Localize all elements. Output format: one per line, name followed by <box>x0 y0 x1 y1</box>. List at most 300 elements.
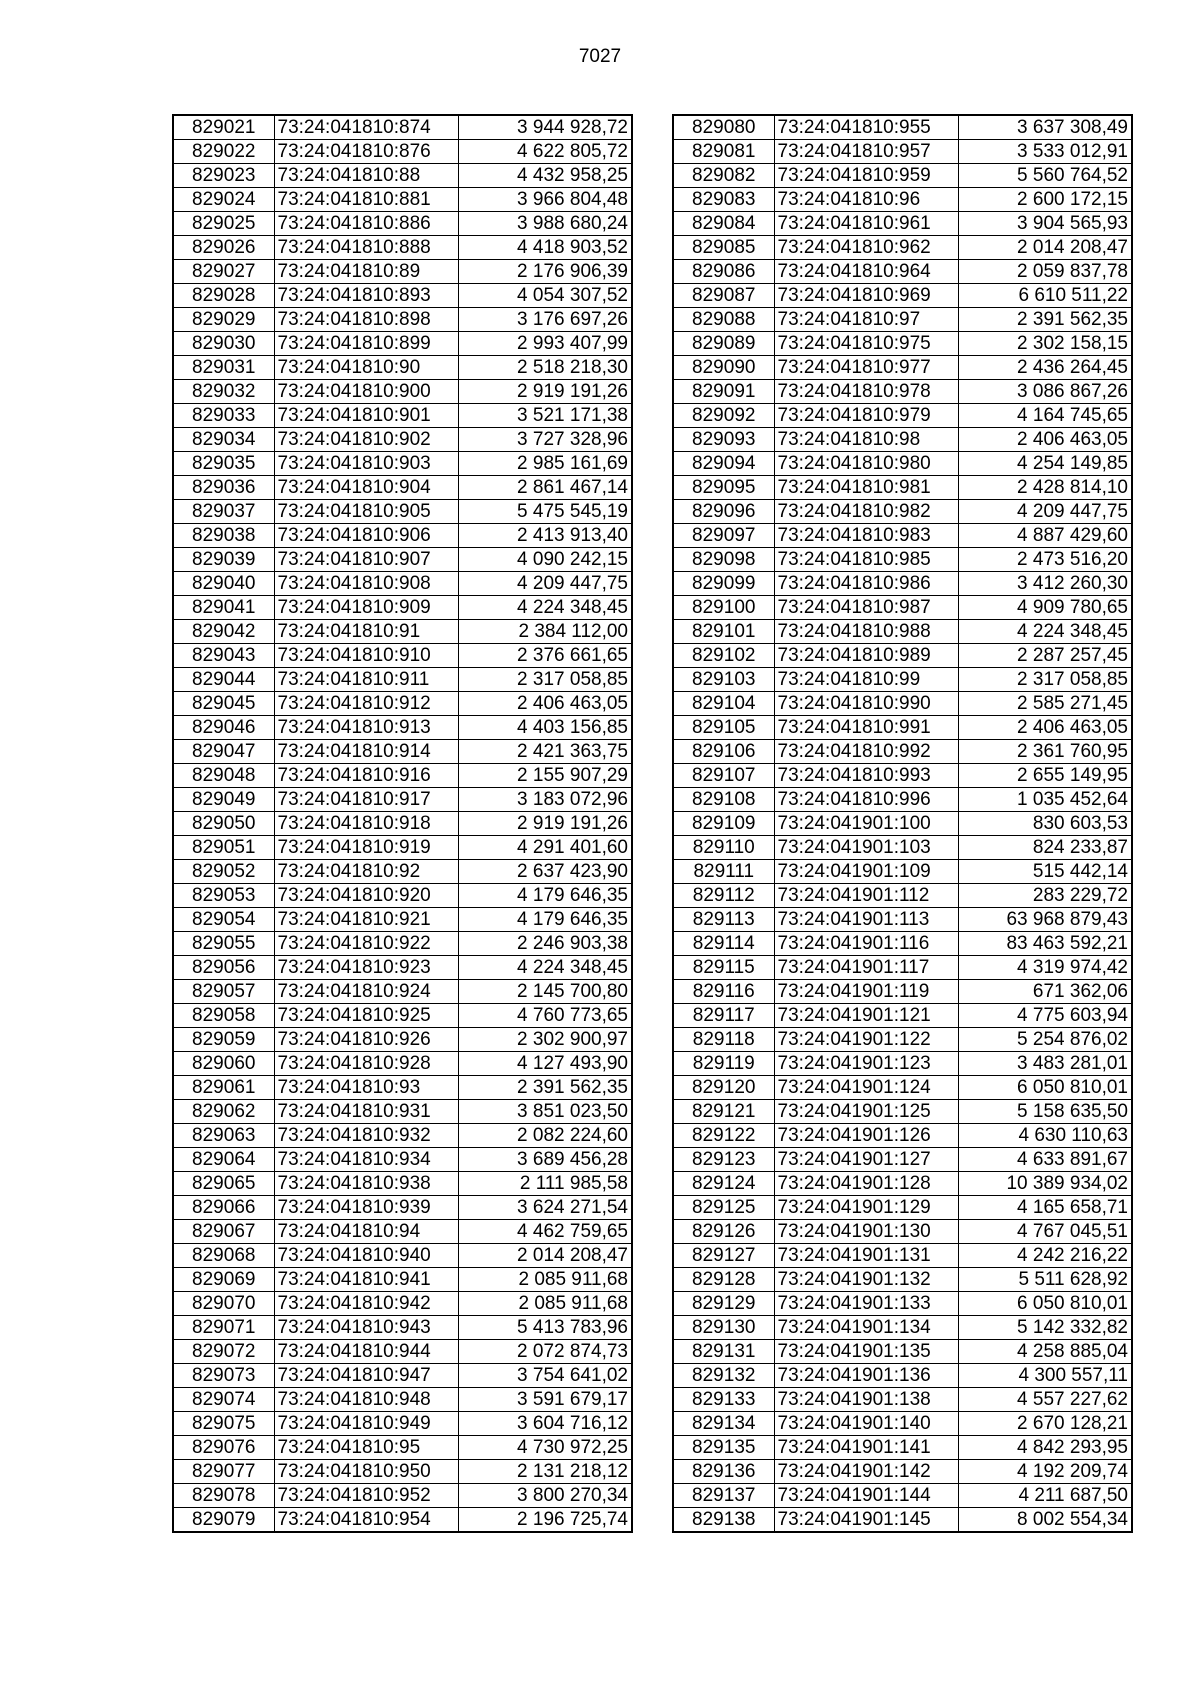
cadastral-number-cell: 73:24:041810:959 <box>774 164 958 188</box>
row-number-cell: 829110 <box>673 836 774 860</box>
row-number-cell: 829104 <box>673 692 774 716</box>
row-number-cell: 829101 <box>673 620 774 644</box>
value-cell: 4 767 045,51 <box>958 1220 1132 1244</box>
cadastral-number-cell: 73:24:041810:943 <box>274 1316 458 1340</box>
table-row <box>173 908 632 932</box>
table-row <box>173 1316 632 1340</box>
value-cell: 2 406 463,05 <box>458 692 632 716</box>
cadastral-number-cell: 73:24:041810:938 <box>274 1172 458 1196</box>
cadastral-number-cell: 73:24:041810:911 <box>274 668 458 692</box>
row-number-cell: 829048 <box>173 764 274 788</box>
table-row <box>173 1124 632 1148</box>
cadastral-number-cell: 73:24:041810:920 <box>274 884 458 908</box>
table-row <box>673 452 1132 476</box>
row-number-cell: 829130 <box>673 1316 774 1340</box>
table-row <box>673 115 1132 140</box>
value-cell: 2 637 423,90 <box>458 860 632 884</box>
table-row <box>673 236 1132 260</box>
cadastral-number-cell: 73:24:041810:979 <box>774 404 958 428</box>
row-number-cell: 829044 <box>173 668 274 692</box>
value-cell: 5 511 628,92 <box>958 1268 1132 1292</box>
cadastral-number-cell: 73:24:041810:983 <box>774 524 958 548</box>
row-number-cell: 829108 <box>673 788 774 812</box>
cadastral-number-cell: 73:24:041810:955 <box>774 115 958 140</box>
value-cell: 6 050 810,01 <box>958 1292 1132 1316</box>
table-row <box>173 1028 632 1052</box>
table-row <box>673 740 1132 764</box>
value-cell: 3 689 456,28 <box>458 1148 632 1172</box>
row-number-cell: 829066 <box>173 1196 274 1220</box>
row-number-cell: 829037 <box>173 500 274 524</box>
value-cell: 3 483 281,01 <box>958 1052 1132 1076</box>
cadastral-number-cell: 73:24:041810:901 <box>274 404 458 428</box>
row-number-cell: 829126 <box>673 1220 774 1244</box>
table-row <box>673 1364 1132 1388</box>
table-row <box>173 1484 632 1508</box>
value-cell: 2 082 224,60 <box>458 1124 632 1148</box>
value-cell: 2 131 218,12 <box>458 1460 632 1484</box>
row-number-cell: 829115 <box>673 956 774 980</box>
table-row <box>673 764 1132 788</box>
value-cell: 2 176 906,39 <box>458 260 632 284</box>
value-cell: 4 242 216,22 <box>958 1244 1132 1268</box>
value-cell: 2 014 208,47 <box>458 1244 632 1268</box>
value-cell: 515 442,14 <box>958 860 1132 884</box>
table-row <box>173 428 632 452</box>
row-number-cell: 829053 <box>173 884 274 908</box>
cadastral-number-cell: 73:24:041810:906 <box>274 524 458 548</box>
row-number-cell: 829125 <box>673 1196 774 1220</box>
cadastral-number-cell: 73:24:041901:127 <box>774 1148 958 1172</box>
value-cell: 2 085 911,68 <box>458 1268 632 1292</box>
row-number-cell: 829045 <box>173 692 274 716</box>
table-row <box>673 284 1132 308</box>
table-row <box>673 1172 1132 1196</box>
row-number-cell: 829064 <box>173 1148 274 1172</box>
cadastral-number-cell: 73:24:041810:95 <box>274 1436 458 1460</box>
row-number-cell: 829136 <box>673 1460 774 1484</box>
cadastral-number-cell: 73:24:041810:923 <box>274 956 458 980</box>
value-cell: 2 317 058,85 <box>458 668 632 692</box>
table-row <box>173 956 632 980</box>
cadastral-number-cell: 73:24:041810:978 <box>774 380 958 404</box>
value-cell: 4 224 348,45 <box>458 956 632 980</box>
table-row <box>173 1196 632 1220</box>
table-row <box>673 1508 1132 1533</box>
cadastral-number-cell: 73:24:041810:961 <box>774 212 958 236</box>
table-row <box>173 188 632 212</box>
value-cell: 4 887 429,60 <box>958 524 1132 548</box>
cadastral-number-cell: 73:24:041810:93 <box>274 1076 458 1100</box>
table-row <box>173 332 632 356</box>
table-row <box>173 596 632 620</box>
row-number-cell: 829075 <box>173 1412 274 1436</box>
row-number-cell: 829094 <box>673 452 774 476</box>
row-number-cell: 829022 <box>173 140 274 164</box>
row-number-cell: 829128 <box>673 1268 774 1292</box>
cadastral-number-cell: 73:24:041901:117 <box>774 956 958 980</box>
value-cell: 4 403 156,85 <box>458 716 632 740</box>
table-row <box>673 524 1132 548</box>
cadastral-number-cell: 73:24:041810:985 <box>774 548 958 572</box>
table-row <box>673 356 1132 380</box>
row-number-cell: 829077 <box>173 1460 274 1484</box>
cadastral-number-cell: 73:24:041901:135 <box>774 1340 958 1364</box>
cadastral-number-cell: 73:24:041810:957 <box>774 140 958 164</box>
value-cell: 3 754 641,02 <box>458 1364 632 1388</box>
row-number-cell: 829103 <box>673 668 774 692</box>
value-cell: 4 209 447,75 <box>958 500 1132 524</box>
value-cell: 2 145 700,80 <box>458 980 632 1004</box>
value-cell: 4 179 646,35 <box>458 884 632 908</box>
value-cell: 3 637 308,49 <box>958 115 1132 140</box>
value-cell: 2 861 467,14 <box>458 476 632 500</box>
cadastral-number-cell: 73:24:041810:980 <box>774 452 958 476</box>
cadastral-number-cell: 73:24:041810:916 <box>274 764 458 788</box>
cadastral-number-cell: 73:24:041810:939 <box>274 1196 458 1220</box>
value-cell: 4 842 293,95 <box>958 1436 1132 1460</box>
cadastral-number-cell: 73:24:041810:990 <box>774 692 958 716</box>
table-row <box>173 404 632 428</box>
value-cell: 2 246 903,38 <box>458 932 632 956</box>
value-cell: 2 473 516,20 <box>958 548 1132 572</box>
row-number-cell: 829116 <box>673 980 774 1004</box>
table-row <box>673 956 1132 980</box>
row-number-cell: 829080 <box>673 115 774 140</box>
cadastral-number-cell: 73:24:041810:881 <box>274 188 458 212</box>
cadastral-number-cell: 73:24:041901:122 <box>774 1028 958 1052</box>
table-row <box>673 1076 1132 1100</box>
table-row <box>673 260 1132 284</box>
table-row <box>173 236 632 260</box>
value-cell: 4 179 646,35 <box>458 908 632 932</box>
row-number-cell: 829095 <box>673 476 774 500</box>
table-row <box>673 476 1132 500</box>
value-cell: 2 376 661,65 <box>458 644 632 668</box>
table-row <box>673 1124 1132 1148</box>
row-number-cell: 829027 <box>173 260 274 284</box>
row-number-cell: 829087 <box>673 284 774 308</box>
row-number-cell: 829079 <box>173 1508 274 1533</box>
value-cell: 2 317 058,85 <box>958 668 1132 692</box>
cadastral-number-cell: 73:24:041901:145 <box>774 1508 958 1533</box>
table-row <box>173 1388 632 1412</box>
value-cell: 2 655 149,95 <box>958 764 1132 788</box>
row-number-cell: 829076 <box>173 1436 274 1460</box>
cadastral-number-cell: 73:24:041810:992 <box>774 740 958 764</box>
table-row <box>173 980 632 1004</box>
table-row <box>173 164 632 188</box>
row-number-cell: 829097 <box>673 524 774 548</box>
value-cell: 4 622 805,72 <box>458 140 632 164</box>
row-number-cell: 829049 <box>173 788 274 812</box>
cadastral-number-cell: 73:24:041810:912 <box>274 692 458 716</box>
table-row <box>673 1388 1132 1412</box>
value-cell: 2 059 837,78 <box>958 260 1132 284</box>
row-number-cell: 829046 <box>173 716 274 740</box>
row-number-cell: 829059 <box>173 1028 274 1052</box>
cadastral-number-cell: 73:24:041810:913 <box>274 716 458 740</box>
value-cell: 4 164 745,65 <box>958 404 1132 428</box>
table-row <box>173 1052 632 1076</box>
row-number-cell: 829065 <box>173 1172 274 1196</box>
value-cell: 2 384 112,00 <box>458 620 632 644</box>
table-row <box>173 1436 632 1460</box>
value-cell: 2 919 191,26 <box>458 812 632 836</box>
value-cell: 3 183 072,96 <box>458 788 632 812</box>
row-number-cell: 829042 <box>173 620 274 644</box>
table-row <box>673 884 1132 908</box>
value-cell: 4 760 773,65 <box>458 1004 632 1028</box>
cadastral-number-cell: 73:24:041810:926 <box>274 1028 458 1052</box>
cadastral-number-cell: 73:24:041810:940 <box>274 1244 458 1268</box>
row-number-cell: 829057 <box>173 980 274 1004</box>
value-cell: 2 111 985,58 <box>458 1172 632 1196</box>
value-cell: 3 624 271,54 <box>458 1196 632 1220</box>
row-number-cell: 829121 <box>673 1100 774 1124</box>
value-cell: 4 165 658,71 <box>958 1196 1132 1220</box>
row-number-cell: 829069 <box>173 1268 274 1292</box>
value-cell: 6 050 810,01 <box>958 1076 1132 1100</box>
cadastral-number-cell: 73:24:041810:981 <box>774 476 958 500</box>
table-row <box>673 140 1132 164</box>
value-cell: 2 518 218,30 <box>458 356 632 380</box>
table-row <box>673 1316 1132 1340</box>
table-row <box>173 1508 632 1533</box>
table-row <box>173 115 632 140</box>
table-row <box>673 1244 1132 1268</box>
cadastral-number-cell: 73:24:041901:138 <box>774 1388 958 1412</box>
row-number-cell: 829033 <box>173 404 274 428</box>
row-number-cell: 829127 <box>673 1244 774 1268</box>
row-number-cell: 829083 <box>673 188 774 212</box>
value-cell: 4 775 603,94 <box>958 1004 1132 1028</box>
row-number-cell: 829134 <box>673 1412 774 1436</box>
row-number-cell: 829032 <box>173 380 274 404</box>
cadastral-number-cell: 73:24:041810:900 <box>274 380 458 404</box>
cadastral-number-cell: 73:24:041810:944 <box>274 1340 458 1364</box>
row-number-cell: 829098 <box>673 548 774 572</box>
value-cell: 2 919 191,26 <box>458 380 632 404</box>
row-number-cell: 829036 <box>173 476 274 500</box>
table-row <box>173 740 632 764</box>
row-number-cell: 829078 <box>173 1484 274 1508</box>
table-row <box>173 884 632 908</box>
table-row <box>673 428 1132 452</box>
cadastral-number-cell: 73:24:041810:977 <box>774 356 958 380</box>
value-cell: 4 909 780,65 <box>958 596 1132 620</box>
value-cell: 3 533 012,91 <box>958 140 1132 164</box>
cadastral-number-cell: 73:24:041810:902 <box>274 428 458 452</box>
cadastral-number-cell: 73:24:041810:947 <box>274 1364 458 1388</box>
cadastral-number-cell: 73:24:041901:144 <box>774 1484 958 1508</box>
table-row <box>673 308 1132 332</box>
value-cell: 2 072 874,73 <box>458 1340 632 1364</box>
cadastral-number-cell: 73:24:041810:905 <box>274 500 458 524</box>
cadastral-number-cell: 73:24:041810:988 <box>774 620 958 644</box>
cadastral-number-cell: 73:24:041810:975 <box>774 332 958 356</box>
table-row <box>173 764 632 788</box>
value-cell: 3 904 565,93 <box>958 212 1132 236</box>
value-cell: 4 630 110,63 <box>958 1124 1132 1148</box>
row-number-cell: 829106 <box>673 740 774 764</box>
row-number-cell: 829052 <box>173 860 274 884</box>
cadastral-number-cell: 73:24:041810:921 <box>274 908 458 932</box>
cadastral-number-cell: 73:24:041901:109 <box>774 860 958 884</box>
row-number-cell: 829082 <box>673 164 774 188</box>
value-cell: 3 412 260,30 <box>958 572 1132 596</box>
row-number-cell: 829114 <box>673 932 774 956</box>
table-row <box>673 980 1132 1004</box>
table-row <box>673 1460 1132 1484</box>
table-row <box>673 1436 1132 1460</box>
value-cell: 2 196 725,74 <box>458 1508 632 1533</box>
value-cell: 2 302 158,15 <box>958 332 1132 356</box>
row-number-cell: 829133 <box>673 1388 774 1412</box>
value-cell: 4 319 974,42 <box>958 956 1132 980</box>
cadastral-number-cell: 73:24:041810:893 <box>274 284 458 308</box>
row-number-cell: 829129 <box>673 1292 774 1316</box>
table-row <box>173 1076 632 1100</box>
table-row <box>173 548 632 572</box>
register-table-right <box>672 114 1133 1533</box>
value-cell: 4 291 401,60 <box>458 836 632 860</box>
table-row <box>673 716 1132 740</box>
table-row <box>673 572 1132 596</box>
table-row <box>673 1340 1132 1364</box>
value-cell: 5 413 783,96 <box>458 1316 632 1340</box>
cadastral-number-cell: 73:24:041901:136 <box>774 1364 958 1388</box>
cadastral-number-cell: 73:24:041810:987 <box>774 596 958 620</box>
table-row <box>673 1196 1132 1220</box>
row-number-cell: 829107 <box>673 764 774 788</box>
value-cell: 3 727 328,96 <box>458 428 632 452</box>
table-row <box>173 1364 632 1388</box>
value-cell: 671 362,06 <box>958 980 1132 1004</box>
table-row <box>673 860 1132 884</box>
table-row <box>173 1268 632 1292</box>
row-number-cell: 829025 <box>173 212 274 236</box>
value-cell: 4 127 493,90 <box>458 1052 632 1076</box>
cadastral-number-cell: 73:24:041810:928 <box>274 1052 458 1076</box>
value-cell: 2 361 760,95 <box>958 740 1132 764</box>
table-row <box>673 596 1132 620</box>
row-number-cell: 829132 <box>673 1364 774 1388</box>
cadastral-number-cell: 73:24:041810:91 <box>274 620 458 644</box>
row-number-cell: 829023 <box>173 164 274 188</box>
cadastral-number-cell: 73:24:041810:898 <box>274 308 458 332</box>
cadastral-number-cell: 73:24:041810:991 <box>774 716 958 740</box>
row-number-cell: 829061 <box>173 1076 274 1100</box>
table-row <box>173 356 632 380</box>
value-cell: 3 966 804,48 <box>458 188 632 212</box>
table-row <box>173 500 632 524</box>
value-cell: 5 254 876,02 <box>958 1028 1132 1052</box>
row-number-cell: 829122 <box>673 1124 774 1148</box>
row-number-cell: 829089 <box>673 332 774 356</box>
value-cell: 4 192 209,74 <box>958 1460 1132 1484</box>
row-number-cell: 829035 <box>173 452 274 476</box>
table-row <box>173 476 632 500</box>
row-number-cell: 829073 <box>173 1364 274 1388</box>
row-number-cell: 829074 <box>173 1388 274 1412</box>
row-number-cell: 829056 <box>173 956 274 980</box>
cadastral-number-cell: 73:24:041810:996 <box>774 788 958 812</box>
value-cell: 3 086 867,26 <box>958 380 1132 404</box>
table-row <box>173 788 632 812</box>
value-cell: 3 591 679,17 <box>458 1388 632 1412</box>
row-number-cell: 829117 <box>673 1004 774 1028</box>
table-row <box>173 860 632 884</box>
value-cell: 3 604 716,12 <box>458 1412 632 1436</box>
value-cell: 63 968 879,43 <box>958 908 1132 932</box>
cadastral-number-cell: 73:24:041810:950 <box>274 1460 458 1484</box>
cadastral-number-cell: 73:24:041810:993 <box>774 764 958 788</box>
row-number-cell: 829054 <box>173 908 274 932</box>
value-cell: 8 002 554,34 <box>958 1508 1132 1533</box>
value-cell: 83 463 592,21 <box>958 932 1132 956</box>
table-row <box>673 188 1132 212</box>
value-cell: 3 176 697,26 <box>458 308 632 332</box>
row-number-cell: 829124 <box>673 1172 774 1196</box>
cadastral-number-cell: 73:24:041810:888 <box>274 236 458 260</box>
cadastral-number-cell: 73:24:041810:96 <box>774 188 958 212</box>
value-cell: 2 585 271,45 <box>958 692 1132 716</box>
row-number-cell: 829096 <box>673 500 774 524</box>
cadastral-number-cell: 73:24:041901:121 <box>774 1004 958 1028</box>
value-cell: 4 224 348,45 <box>458 596 632 620</box>
table-row <box>173 524 632 548</box>
row-number-cell: 829091 <box>673 380 774 404</box>
table-row <box>173 260 632 284</box>
value-cell: 5 158 635,50 <box>958 1100 1132 1124</box>
row-number-cell: 829051 <box>173 836 274 860</box>
cadastral-number-cell: 73:24:041810:986 <box>774 572 958 596</box>
table-row <box>173 620 632 644</box>
cadastral-number-cell: 73:24:041901:126 <box>774 1124 958 1148</box>
table-row <box>673 1292 1132 1316</box>
cadastral-number-cell: 73:24:041810:969 <box>774 284 958 308</box>
row-number-cell: 829081 <box>673 140 774 164</box>
cadastral-number-cell: 73:24:041901:132 <box>774 1268 958 1292</box>
row-number-cell: 829063 <box>173 1124 274 1148</box>
table-row <box>173 1292 632 1316</box>
value-cell: 4 432 958,25 <box>458 164 632 188</box>
cadastral-number-cell: 73:24:041901:133 <box>774 1292 958 1316</box>
row-number-cell: 829102 <box>673 644 774 668</box>
row-number-cell: 829039 <box>173 548 274 572</box>
cadastral-number-cell: 73:24:041810:903 <box>274 452 458 476</box>
table-row <box>173 812 632 836</box>
cadastral-number-cell: 73:24:041901:128 <box>774 1172 958 1196</box>
cadastral-number-cell: 73:24:041810:914 <box>274 740 458 764</box>
value-cell: 4 209 447,75 <box>458 572 632 596</box>
cadastral-number-cell: 73:24:041810:910 <box>274 644 458 668</box>
value-cell: 2 600 172,15 <box>958 188 1132 212</box>
cadastral-number-cell: 73:24:041901:142 <box>774 1460 958 1484</box>
cadastral-number-cell: 73:24:041810:90 <box>274 356 458 380</box>
row-number-cell: 829105 <box>673 716 774 740</box>
table-row <box>673 1220 1132 1244</box>
cadastral-number-cell: 73:24:041810:917 <box>274 788 458 812</box>
cadastral-number-cell: 73:24:041810:954 <box>274 1508 458 1533</box>
cadastral-number-cell: 73:24:041901:131 <box>774 1244 958 1268</box>
row-number-cell: 829062 <box>173 1100 274 1124</box>
value-cell: 2 985 161,69 <box>458 452 632 476</box>
cadastral-number-cell: 73:24:041810:907 <box>274 548 458 572</box>
value-cell: 5 475 545,19 <box>458 500 632 524</box>
value-cell: 4 462 759,65 <box>458 1220 632 1244</box>
